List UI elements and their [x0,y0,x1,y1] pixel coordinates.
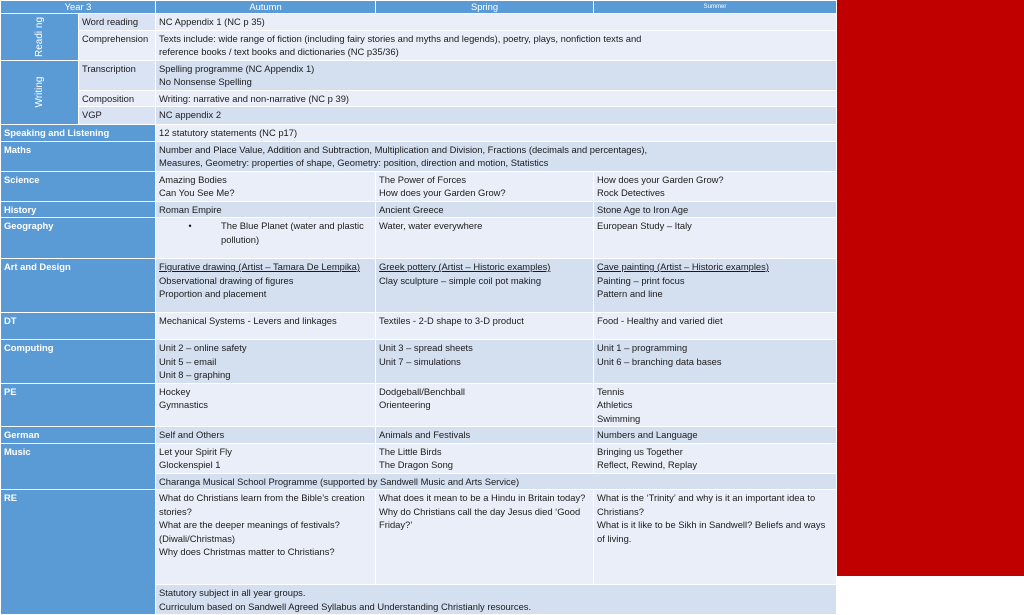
german-autumn: Self and Others [156,427,376,444]
science-label: Science [1,171,156,201]
music-label: Music [1,443,156,490]
word-reading-text: NC Appendix 1 (NC p 35) [156,14,837,31]
dt-row [1,313,837,340]
german-row [1,427,837,444]
german-label: German [1,427,156,444]
history-spring: Ancient Greece [376,201,594,218]
geography-row [1,218,837,259]
computing-autumn: Unit 2 – online safety Unit 5 – email Unit 8 – graphing [156,340,376,384]
composition-row [1,90,837,107]
art-spring: Greek pottery (Artist – Historic examples) Clay sculpture – simple coil pot making [376,259,594,313]
music-summer: Bringing us Together Reflect, Rewind, Replay [594,443,837,473]
pe-summer: Tennis Athletics Swimming [594,383,837,427]
history-autumn: Roman Empire [156,201,376,218]
speaking-row [1,125,837,142]
art-label: Art and Design [1,259,156,313]
transcription-row [1,60,837,90]
re-row [1,490,837,585]
maths-text: Number and Place Value, Addition and Subtraction, Multiplication and Division, Fractions (decimals and percentages), Measures, Geometry: properties of shape, Geometry: position, direction and motion, Statistics [156,141,837,171]
re-label: RE [1,490,156,615]
art-row [1,259,837,313]
music-row [1,443,837,473]
history-label: History [1,201,156,218]
transcription-text: Spelling programme (NC Appendix 1) No Nonsense Spelling [156,60,837,90]
music-autumn: Let your Spirit Fly Glockenspiel 1 [156,443,376,473]
computing-spring: Unit 3 – spread sheets Unit 7 – simulations [376,340,594,384]
comprehension-text: Texts include: wide range of fiction (including fairy stories and myths and legends), poetry, plays, nonfiction texts and reference books / text books and dictionaries (NC p35/36) [156,30,837,60]
composition-label: Composition [79,90,156,107]
maths-row [1,141,837,171]
comprehension-label: Comprehension [79,30,156,60]
summer-header: Summer [594,1,837,14]
geography-label: Geography [1,218,156,259]
word-reading-label: Word reading [79,14,156,31]
art-autumn: Figurative drawing (Artist – Tamara De Lempika) Observational drawing of figures Proportion and placement [156,259,376,313]
computing-summer: Unit 1 – programming Unit 6 – branching data bases [594,340,837,384]
german-summer: Numbers and Language [594,427,837,444]
charanga-text: Charanga Musical School Programme (supported by Sandwell Music and Arts Service) [156,473,837,490]
science-row [1,171,837,201]
vgp-row [1,107,837,125]
header-row [1,1,837,14]
maths-label: Maths [1,141,156,171]
writing-label: Writing [1,60,79,125]
bullet-icon: • [188,220,192,231]
reading-label: Readi ng [1,14,79,61]
red-side-panel [836,0,1024,576]
autumn-header: Autumn [156,1,376,14]
transcription-label: Transcription [79,60,156,90]
re-spring: What does it mean to be a Hindu in Britain today? Why do Christians call the day Jesus died ‘Good Friday?’ [376,490,594,585]
comprehension-row [1,30,837,60]
word-reading-row [1,14,837,31]
german-spring: Animals and Festivals [376,427,594,444]
dt-spring: Textiles - 2-D shape to 3-D product [376,313,594,340]
science-spring: The Power of Forces How does your Garden Grow? [376,171,594,201]
history-summer: Stone Age to Iron Age [594,201,837,218]
re-autumn: What do Christians learn from the Bible’s creation stories? What are the deeper meanings of festivals? (Diwali/Christmas) Why does Christmas matter to Christians? [156,490,376,585]
dt-summer: Food - Healthy and varied diet [594,313,837,340]
science-autumn: Amazing Bodies Can You See Me? [156,171,376,201]
spring-header: Spring [376,1,594,14]
music-spring: The Little Birds The Dragon Song [376,443,594,473]
pe-row [1,383,837,427]
geography-spring: Water, water everywhere [376,218,594,259]
art-summer: Cave painting (Artist – Historic examples) Painting – print focus Pattern and line [594,259,837,313]
pe-spring: Dodgeball/Benchball Orienteering [376,383,594,427]
re-footer: Statutory subject in all year groups. Curriculum based on Sandwell Agreed Syllabus and Understanding Christianly resources. [156,585,837,615]
year-header: Year 3 [1,1,156,14]
vgp-text: NC appendix 2 [156,107,837,125]
computing-label: Computing [1,340,156,384]
dt-label: DT [1,313,156,340]
pe-label: PE [1,383,156,427]
geography-summer: European Study – Italy [594,218,837,259]
pe-autumn: Hockey Gymnastics [156,383,376,427]
computing-row [1,340,837,384]
composition-text: Writing: narrative and non-narrative (NC p 39) [156,90,837,107]
history-row [1,201,837,218]
speaking-label: Speaking and Listening [1,125,156,142]
speaking-text: 12 statutory statements (NC p17) [156,125,837,142]
re-summer: What is the ‘Trinity’ and why is it an important idea to Christians? What is it like to be Sikh in Sandwell? Beliefs and ways of living. [594,490,837,585]
geography-autumn: • The Blue Planet (water and plastic pollution) [156,218,376,259]
dt-autumn: Mechanical Systems - Levers and linkages [156,313,376,340]
vgp-label: VGP [79,107,156,125]
science-summer: How does your Garden Grow? Rock Detectives [594,171,837,201]
